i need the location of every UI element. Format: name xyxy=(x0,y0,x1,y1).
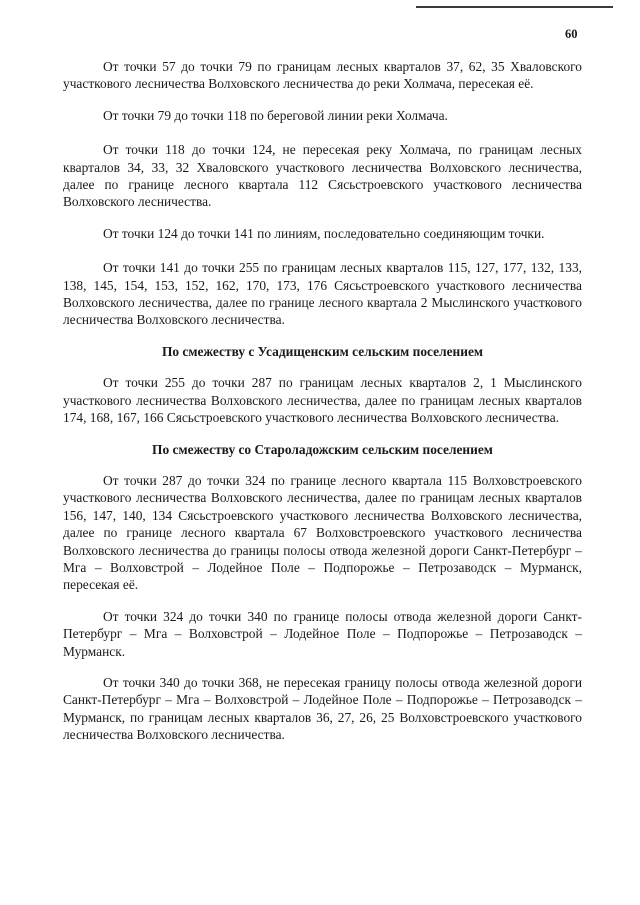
paragraph: От точки 324 до точки 340 по границе полосы отвода железной дороги Санкт-Петербург – Мга – Волховстрой – Лодейное Поле – Подпорожье – Петрозаводск – Мурманск. xyxy=(63,608,582,659)
paragraph: От точки 287 до точки 324 по границе лесного квартала 115 Волховстроевского участкового лесничества Волховского лесничества, далее по границам лесных кварталов 156, 147, 140, 134 Сясьстроевского участкового лесничества Волховского лесничества, далее по границе лесного квартала 67 Волховстроевского участкового лесничества Волховского лесничества до границы полосы отвода железной дороги Санкт-Петербург – Мга – Волховстрой – Лодейное Поле – Подпорожье – Петрозаводск – Мурманск, пересекая её. xyxy=(63,472,582,593)
paragraph: От точки 57 до точки 79 по границам лесных кварталов 37, 62, 35 Хваловского участкового лесничества Волховского лесничества до реки Холмача, пересекая её. xyxy=(63,59,582,92)
section-heading: По смежеству с Усадищенским сельским поселением xyxy=(161,343,484,359)
document-body xyxy=(63,58,582,758)
paragraph: От точки 79 до точки 118 по береговой линии реки Холмача. xyxy=(103,107,448,123)
paragraph: От точки 255 до точки 287 по границам лесных кварталов 2, 1 Мыслинского участкового лесничества Волховского лесничества, далее по границам лесных кварталов 174, 168, 167, 166 Сясьстроевского участкового лесничества Волховского лесничества. xyxy=(63,375,582,426)
page-number: 60 xyxy=(565,27,578,41)
paragraph: От точки 118 до точки 124, не пересекая реку Холмача, по границам лесных кварталов 34, 33, 32 Хваловского участкового лесничества Волховского лесничества, далее по границе лесного квартала 112 Сясьстроевского участкового лесничества Волховского лесничества. xyxy=(63,142,582,210)
section-heading: По смежеству со Староладожским сельским поселением xyxy=(152,441,493,457)
paragraph: От точки 141 до точки 255 по границам лесных кварталов 115, 127, 177, 132, 133, 138, 145, 154, 153, 152, 162, 170, 173, 176 Сясьстроевского участкового лесничества Волховского лесничества, далее по границе лесного квартала 2 Мыслинского участкового лесничества Волховского лесничества. xyxy=(63,260,582,328)
top-rule xyxy=(416,6,613,8)
paragraph: От точки 124 до точки 141 по линиям, последовательно соединяющим точки. xyxy=(103,225,545,241)
paragraph: От точки 340 до точки 368, не пересекая границу полосы отвода железной дороги Санкт-Петербург – Мга – Волховстрой – Лодейное Поле – Подпорожье – Петрозаводск – Мурманск, по границам лесных кварталов 36, 27, 26, 25 Волховстроевского участкового лесничества Волховского лесничества. xyxy=(63,674,582,743)
